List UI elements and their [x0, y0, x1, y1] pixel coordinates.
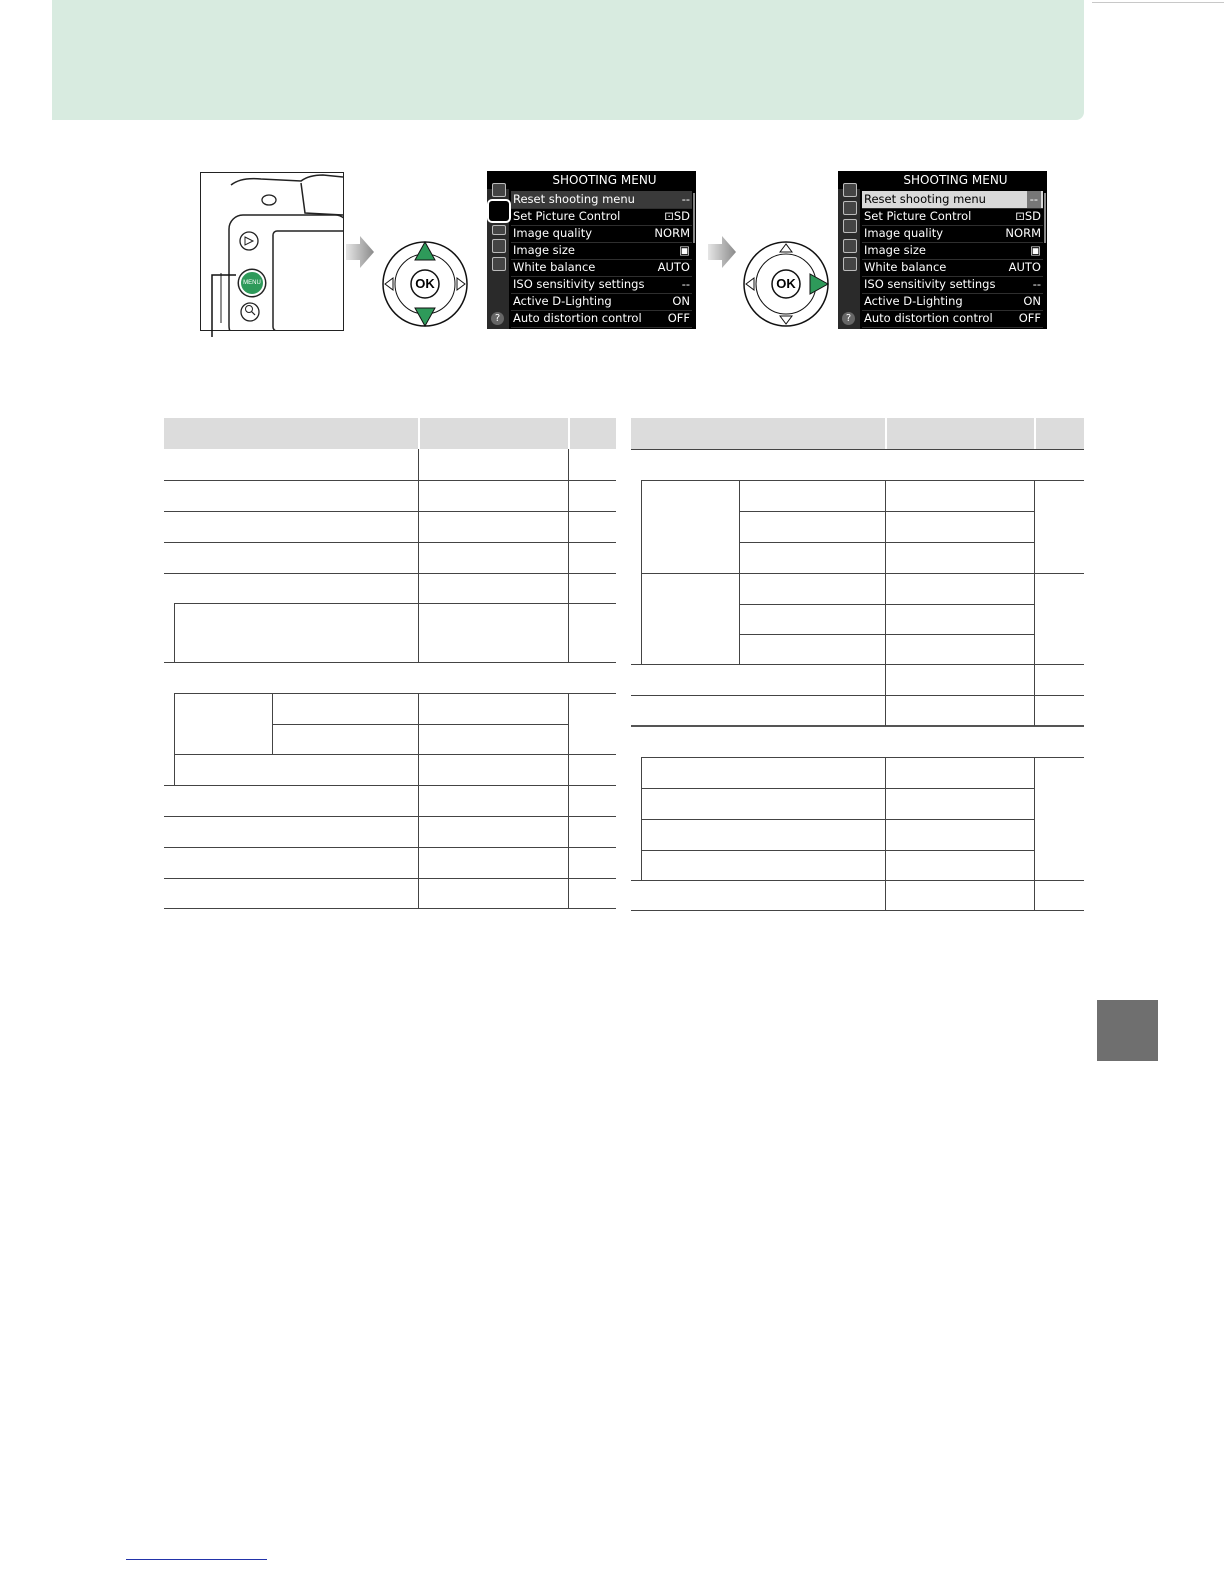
menu-button[interactable]: MENU [239, 270, 265, 296]
footer-link[interactable] [126, 1559, 267, 1560]
menu-item[interactable]: Active D-Lighting ON [511, 293, 692, 311]
table-header [164, 418, 616, 449]
menu-item[interactable]: Set Picture Control ⊡SD [511, 208, 692, 226]
scrollbar [1044, 193, 1046, 243]
ok-button[interactable]: OK [776, 276, 796, 291]
arrow-right-icon [708, 234, 738, 270]
menu-item[interactable]: Image quality NORM [862, 225, 1043, 243]
defaults-table-right [631, 418, 1084, 912]
camera-screen-shooting-menu-item [838, 171, 1047, 329]
menu-tabs [487, 189, 509, 329]
menu-tabs [838, 189, 860, 329]
playback-tab-icon[interactable] [492, 183, 506, 197]
screen-title: SHOOTING MENU [552, 173, 657, 187]
menu-item[interactable]: Auto distortion control OFF [511, 310, 692, 328]
menu-item[interactable]: Image size ▣ [862, 242, 1043, 260]
menu-item[interactable]: ISO sensitivity settings -- [862, 276, 1043, 294]
recent-settings-tab-icon[interactable] [843, 257, 857, 271]
screen-title: SHOOTING MENU [903, 173, 1008, 187]
shooting-tab-icon[interactable] [487, 199, 511, 223]
ok-button[interactable]: OK [415, 276, 435, 291]
setup-tab-icon[interactable] [492, 225, 506, 235]
header-band [52, 0, 1084, 120]
menu-item[interactable]: Image quality NORM [511, 225, 692, 243]
menu-item[interactable]: Reset shooting menu -- [862, 191, 1043, 209]
shooting-tab-icon[interactable] [843, 201, 857, 215]
menu-item[interactable]: ISO sensitivity settings -- [511, 276, 692, 294]
setup-tab-icon[interactable] [843, 219, 857, 233]
top-rule [1092, 2, 1224, 3]
playback-tab-icon[interactable] [843, 183, 857, 197]
menu-item[interactable]: Active D-Lighting ON [862, 293, 1043, 311]
table-header [631, 418, 1084, 449]
retouch-tab-icon[interactable] [492, 239, 506, 253]
arrow-right-icon [346, 234, 376, 270]
callout-line [200, 265, 240, 345]
scrollbar [693, 193, 695, 243]
help-icon: ? [842, 312, 855, 325]
menu-item[interactable]: Image size ▣ [511, 242, 692, 260]
menu-item[interactable]: White balance AUTO [862, 259, 1043, 277]
menu-item[interactable]: White balance AUTO [511, 259, 692, 277]
camera-screen-shooting-menu-tab [487, 171, 696, 329]
menu-item[interactable]: Reset shooting menu -- [511, 191, 692, 209]
section-tab[interactable] [1097, 1000, 1158, 1061]
recent-settings-tab-icon[interactable] [492, 257, 506, 271]
defaults-table-left [164, 418, 616, 910]
help-icon: ? [491, 312, 504, 325]
menu-item[interactable]: Set Picture Control ⊡SD [862, 208, 1043, 226]
menu-item[interactable]: Auto distortion control OFF [862, 310, 1043, 328]
retouch-tab-icon[interactable] [843, 239, 857, 253]
